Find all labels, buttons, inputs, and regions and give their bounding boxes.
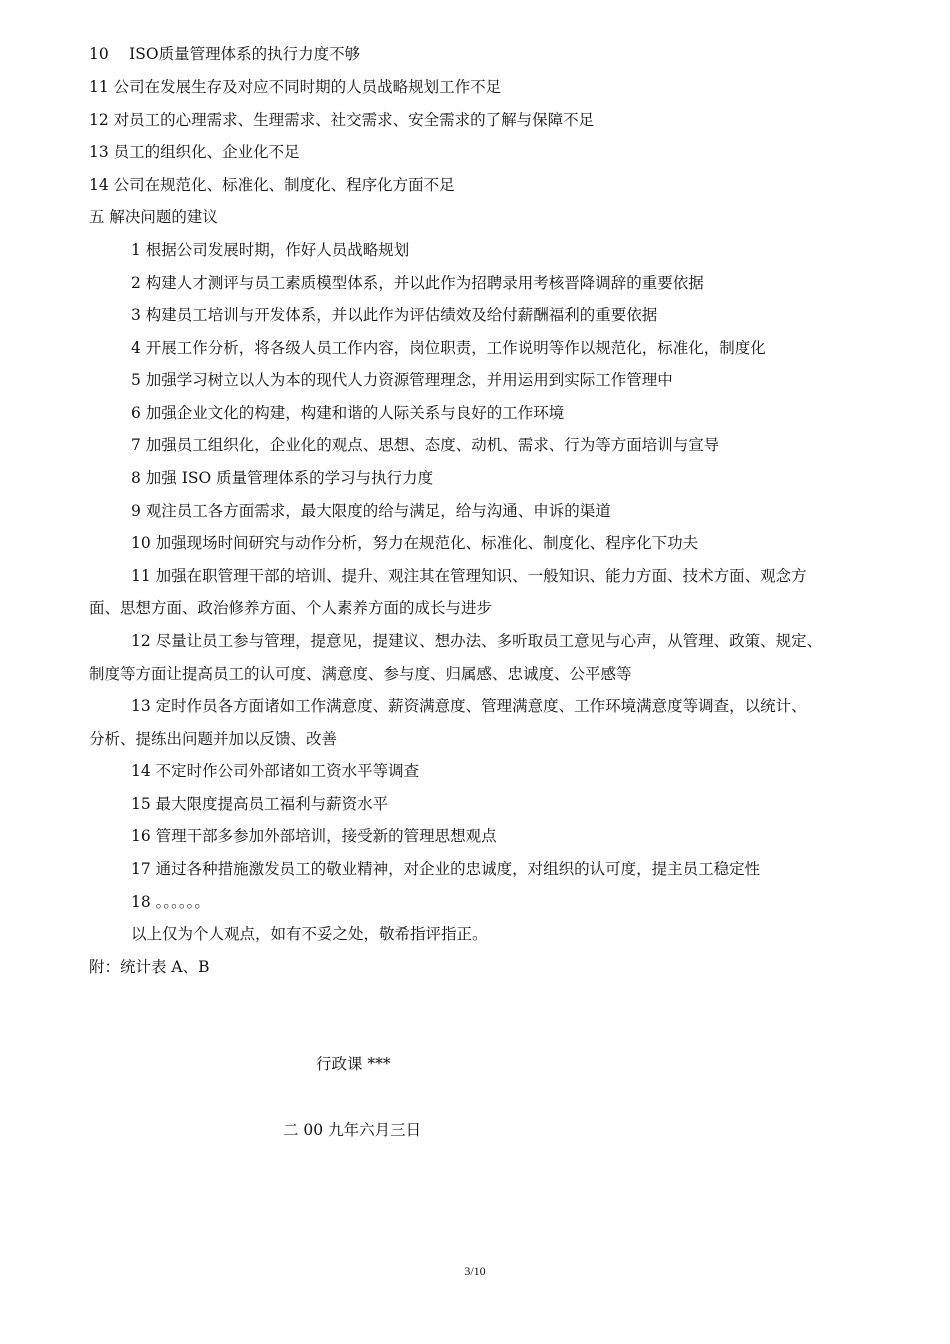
suggestion-4: 4 开展工作分析，将各级人员工作内容，岗位职责，工作说明等作以规范化，标准化，制度化 — [131, 339, 766, 357]
suggestion-11-line-1: 11 加强在职管理干部的培训、提升、观注其在管理知识、一般知识、能力方面、技术方面、观念方 — [131, 567, 807, 585]
suggestion-8: 8 加强 ISO 质量管理体系的学习与执行力度 — [131, 469, 434, 487]
suggestion-16: 16 管理干部多参加外部培训，接受新的管理思想观点 — [131, 827, 497, 845]
suggestion-12-line-2: 制度等方面让提高员工的认可度、满意度、参与度、归属感、忠诚度、公平感等 — [89, 665, 632, 683]
suggestion-11-line-2: 面、思想方面、政治修养方面、个人素养方面的成长与进步 — [89, 599, 493, 617]
problem-item-10: 10 ISO质量管理体系的执行力度不够 — [89, 45, 361, 63]
suggestion-12-line-1: 12 尽量让员工参与管理，提意见，提建议、想办法、多听取员工意见与心声，从管理、政策、规定、 — [131, 632, 823, 650]
suggestion-13-line-2: 分析、提练出问题并加以反馈、改善 — [89, 730, 338, 748]
page-number: 3/10 — [464, 1264, 486, 1278]
suggestion-13-line-1: 13 定时作员各方面诸如工作满意度、薪资满意度、管理满意度、工作环境满意度等调查，以统计、 — [131, 697, 807, 715]
section-heading: 五 解决问题的建议 — [89, 208, 218, 226]
suggestion-1: 1 根据公司发展时期，作好人员战略规划 — [131, 241, 410, 259]
suggestion-7: 7 加强员工组织化，企业化的观点、思想、态度、动机、需求、行为等方面培训与宣导 — [131, 436, 720, 454]
suggestion-18: 18 。。。。。。 — [131, 893, 210, 911]
signature-date: 二 00 九年六月三日 — [283, 1121, 422, 1139]
closing-remark: 以上仅为个人观点，如有不妥之处，敬希指评指正。 — [131, 925, 488, 943]
suggestion-2: 2 构建人才测评与员工素质模型体系，并以此作为招聘录用考核晋降调辞的重要依据 — [131, 274, 704, 292]
problem-item-11: 11 公司在发展生存及对应不同时期的人员战略规划工作不足 — [89, 78, 502, 96]
suggestion-3: 3 构建员工培训与开发体系，并以此作为评估绩效及给付薪酬福利的重要依据 — [131, 306, 658, 324]
attachment-note: 附：统计表 A、B — [89, 958, 210, 976]
problem-item-12: 12 对员工的心理需求、生理需求、社交需求、安全需求的了解与保障不足 — [89, 111, 595, 129]
suggestion-15: 15 最大限度提高员工福利与薪资水平 — [131, 795, 389, 813]
signature-department: 行政课 *** — [316, 1055, 391, 1073]
problem-item-14: 14 公司在规范化、标准化、制度化、程序化方面不足 — [89, 176, 455, 194]
suggestion-5: 5 加强学习树立以人为本的现代人力资源管理理念，并用运用到实际工作管理中 — [131, 371, 673, 389]
suggestion-17: 17 通过各种措施激发员工的敬业精神，对企业的忠诚度，对组织的认可度，提主员工稳定性 — [131, 860, 761, 878]
suggestion-14: 14 不定时作公司外部诸如工资水平等调查 — [131, 762, 420, 780]
problem-item-13: 13 员工的组织化、企业化不足 — [89, 143, 300, 161]
suggestion-9: 9 观注员工各方面需求，最大限度的给与满足，给与沟通、申诉的渠道 — [131, 502, 611, 520]
suggestion-10: 10 加强现场时间研究与动作分析，努力在规范化、标准化、制度化、程序化下功夫 — [131, 534, 699, 552]
suggestion-6: 6 加强企业文化的构建，构建和谐的人际关系与良好的工作环境 — [131, 404, 565, 422]
